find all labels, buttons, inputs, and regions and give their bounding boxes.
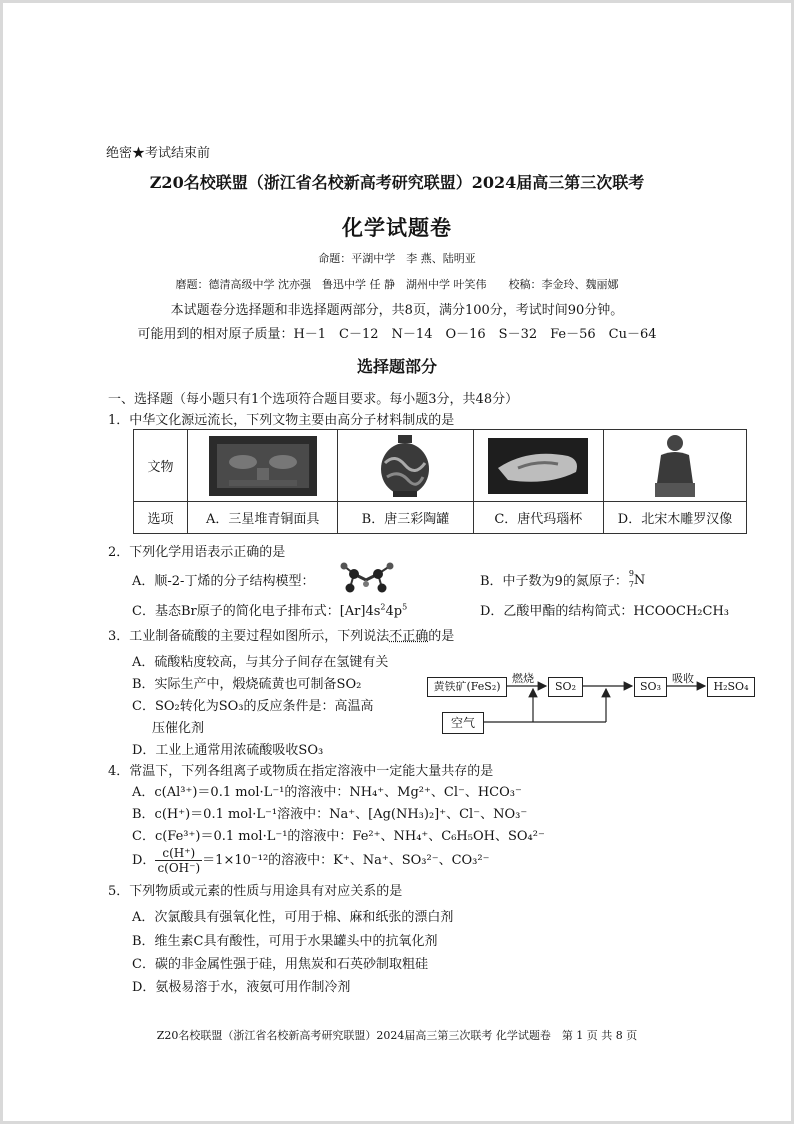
section-instruction: 一、选择题（每小题只有1个选项符合题目要求。每小题3分，共48分） (108, 392, 519, 407)
q3-option-b[interactable]: B．实际生产中，煅烧硫黄也可制备SO₂ (132, 677, 362, 692)
q2-option-d[interactable]: D．乙酸甲酯的结构简式：HCOOCH₂CH₃ (480, 604, 730, 619)
q2-option-c-mid: 4p (385, 604, 403, 619)
reviewers-line: 磨题：德清高级中学 沈亦强 鲁迅中学 任 静 湖州中学 叶笑伟 校稿：李金玲、魏丽娜 (175, 278, 619, 291)
q1-option-c[interactable]: C．唐代玛瑙杯 (473, 502, 603, 534)
exam-title: Z20名校联盟（浙江省名校新高考研究联盟）2024届高三第三次联考 (149, 173, 645, 192)
q3-stem-suffix: 的是 (428, 629, 455, 644)
burn-label: 燃烧 (512, 672, 534, 685)
relic-image-b (338, 430, 473, 502)
authors-line: 命题：平湖中学 李 燕、陆明亚 (318, 252, 476, 265)
q5-option-c[interactable]: C．碳的非金属性强于硅，用焦炭和石英砂制取粗硅 (132, 957, 428, 972)
so3-box: SO₃ (634, 677, 667, 697)
q3-option-d[interactable]: D．工业上通常用浓硫酸吸收SO₃ (132, 743, 324, 758)
q4-d-denominator: c(OH⁻) (157, 861, 201, 875)
q2-option-b-text: B．中子数为9的氮原子： (480, 574, 628, 589)
cis-2-butene-model-icon (336, 560, 398, 594)
air-box: 空气 (442, 712, 484, 734)
q3-stem-emphasis: 不正确 (389, 629, 429, 644)
page-title: 化学试题卷 (342, 215, 452, 240)
q1-relic-table (133, 429, 747, 534)
q2-option-c-text: C．基态Br原子的简化电子排布式：[Ar]4s (132, 604, 381, 619)
q1-option-b[interactable]: B．唐三彩陶罐 (338, 502, 473, 534)
absorb-label: 吸收 (672, 672, 694, 685)
q4-option-b[interactable]: B．c(H⁺)＝0.1 mol·L⁻¹溶液中：Na⁺、[Ag(NH₃)₂]⁺、Cl⁻、NO₃⁻ (132, 807, 528, 822)
isotope-atomic-number: 7 (628, 580, 634, 589)
q2-c-superscript-2: 5 (402, 602, 408, 612)
q3-stem-prefix: 3．工业制备硫酸的主要过程如图所示，下列说法 (108, 629, 390, 644)
wooden-arhat-image (651, 433, 699, 499)
bronze-mask-image (209, 436, 317, 496)
q3-option-a[interactable]: A．硫酸粘度较高，与其分子间存在氢键有关 (132, 655, 389, 670)
q1-stem: 1．中华文化源远流长，下列文物主要由高分子材料制成的是 (108, 413, 455, 428)
nitrogen-isotope (628, 569, 646, 589)
q3-option-c-continued: 压催化剂 (152, 721, 205, 736)
pyrite-box: 黄铁矿(FeS₂) (427, 677, 507, 697)
q2-option-a[interactable]: A．顺-2-丁烯的分子结构模型： (132, 574, 315, 589)
q2-stem: 2．下列化学用语表示正确的是 (108, 545, 286, 560)
q4-option-a[interactable]: A．c(Al³⁺)＝0.1 mol·L⁻¹的溶液中：NH₄⁺、Mg²⁺、Cl⁻、HCO₃⁻ (132, 785, 522, 800)
q4-stem: 4．常温下，下列各组离子或物质在指定溶液中一定能大量共存的是 (108, 764, 494, 779)
q5-option-d[interactable]: D．氨极易溶于水，液氨可用作制冷剂 (132, 980, 351, 995)
q5-stem: 5．下列物质或元素的性质与用途具有对应关系的是 (108, 884, 403, 899)
isotope-mass-number: 9 (628, 569, 634, 578)
q2-c-superscript-1: 2 (380, 602, 386, 612)
q1-option-a[interactable]: A．三星堆青铜面具 (188, 502, 338, 534)
section-title: 选择题部分 (356, 357, 437, 376)
q4-option-d-text: ＝1×10⁻¹²的溶液中：K⁺、Na⁺、SO₃²⁻、CO₃²⁻ (202, 853, 490, 868)
pottery-jar-image (375, 433, 435, 499)
intro-line: 本试题卷分选择题和非选择题两部分，共8页，满分100分，考试时间90分钟。 (170, 303, 624, 318)
relic-image-c (473, 430, 603, 502)
relic-row-label: 文物 (134, 430, 188, 502)
h2so4-box: H₂SO₄ (707, 677, 755, 697)
q1-option-d[interactable]: D．北宋木雕罗汉像 (603, 502, 746, 534)
page-footer: Z20名校联盟（浙江省名校新高考研究联盟）2024届高三第三次联考 化学试题卷 第 1 页 共 8 页 (156, 1029, 638, 1042)
so2-box: SO₂ (548, 677, 583, 697)
q3-option-c[interactable]: C．SO₂转化为SO₃的反应条件是：高温高 (132, 699, 374, 714)
q2-option-c[interactable] (132, 600, 407, 619)
q5-option-b[interactable]: B．维生素C具有酸性，可用于水果罐头中的抗氧化剂 (132, 934, 438, 949)
atomic-masses-line: 可能用到的相对原子质量：H－1 C－12 N－14 O－16 S－32 Fe－56 Cu－64 (137, 327, 657, 342)
relic-image-d (603, 430, 746, 502)
q2-option-b[interactable] (480, 569, 646, 589)
agate-cup-image (488, 438, 588, 494)
q4-d-numerator: c(H⁺) (155, 846, 202, 861)
q4-option-d[interactable] (132, 846, 489, 875)
isotope-symbol: N (633, 573, 646, 588)
option-row-label: 选项 (134, 502, 188, 534)
q5-option-a[interactable]: A．次氯酸具有强氧化性，可用于棉、麻和纸张的漂白剂 (132, 910, 454, 925)
q4-d-fraction (155, 846, 202, 875)
relic-image-a (188, 430, 338, 502)
q4-option-c[interactable]: C．c(Fe³⁺)＝0.1 mol·L⁻¹的溶液中：Fe²⁺、NH₄⁺、C₆H₅OH、SO₄²⁻ (132, 829, 545, 844)
q4-option-d-label: D． (132, 853, 156, 868)
q3-stem (108, 625, 454, 644)
confidential-label: 绝密★考试结束前 (106, 146, 211, 161)
